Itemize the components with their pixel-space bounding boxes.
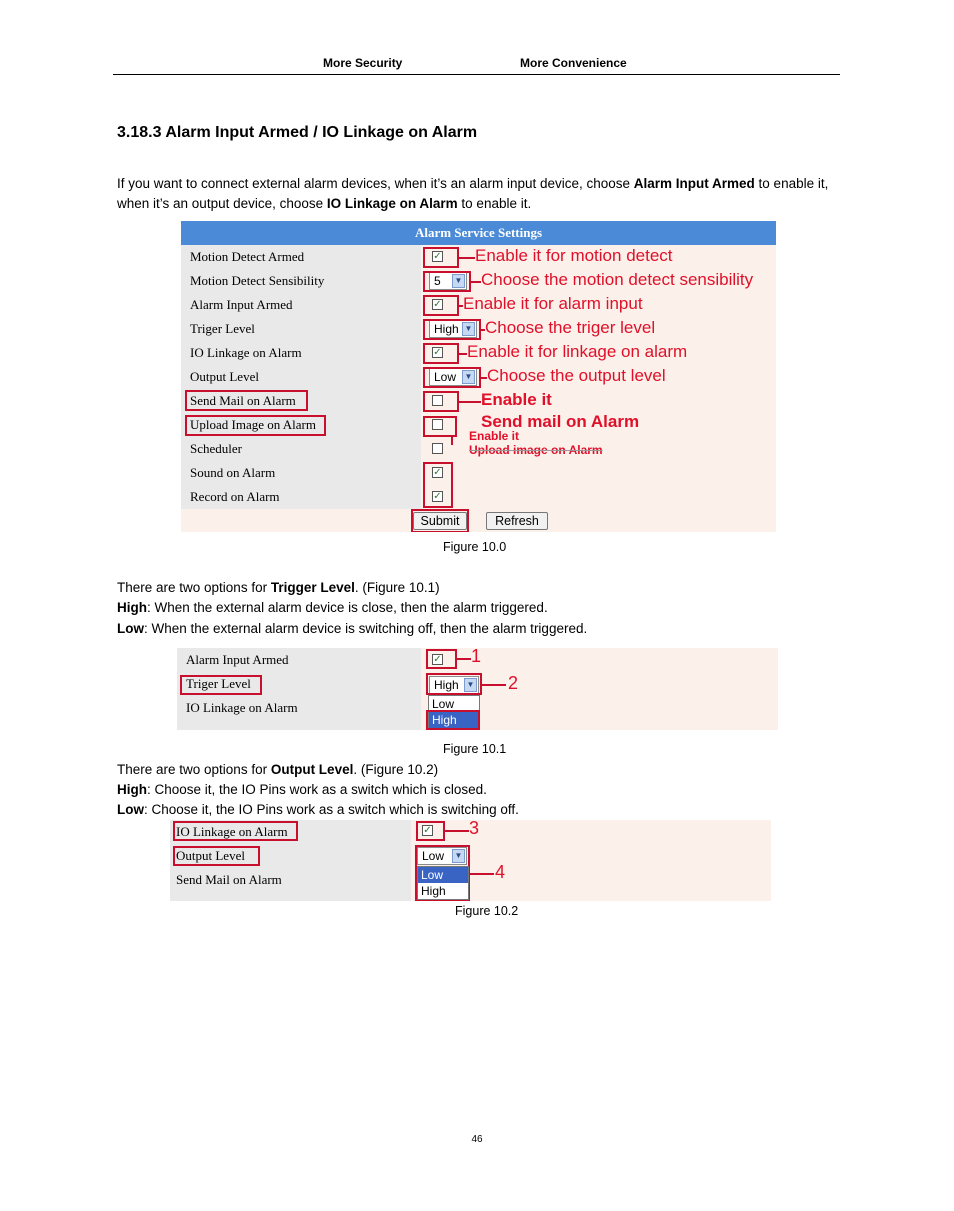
header-right: More Convenience [520, 56, 627, 70]
settings-row-label: IO Linkage on Alarm [181, 341, 421, 365]
triger-level-select[interactable]: High ▼ [429, 676, 479, 694]
option-high[interactable]: High [429, 712, 479, 728]
annotation: Enable it [469, 429, 520, 443]
settings-row-label: Send Mail on Alarm [181, 389, 421, 413]
annotation: Enable it for linkage on alarm [467, 342, 688, 361]
annotation: Choose the triger level [485, 318, 656, 337]
fig2-row-label: IO Linkage on Alarm [170, 820, 411, 844]
trigger-low: Low: When the external alarm device is switching off, then the alarm triggered. [117, 621, 588, 636]
option-high[interactable]: High [421, 884, 446, 898]
page-number: 46 [471, 1134, 483, 1145]
annotation: Upload image on Alarm [469, 443, 603, 457]
section-title: 3.18.3 Alarm Input Armed / IO Linkage on Alarm [117, 124, 478, 141]
output-level-select[interactable]: Low ▼ [417, 847, 467, 865]
intro-paragraph: If you want to connect external alarm devices, when it’s an alarm input device, choose Alarm Input Armed to enable it, when it’s an output device, choose IO Linkage on Alarm to enable it. [117, 176, 829, 211]
figure-caption: Figure 10.2 [455, 904, 519, 918]
settings-select[interactable]: 5 ▼ [429, 272, 467, 290]
settings-checkbox[interactable]: ✓ [433, 491, 442, 502]
fig2-row-label: Output Level [170, 844, 411, 868]
fig1-row-label: Alarm Input Armed [177, 648, 421, 672]
annotation: Send mail on Alarm [481, 412, 640, 431]
settings-row-label: Motion Detect Sensibility [181, 269, 421, 293]
annotation: Choose the output level [487, 366, 666, 385]
callout-number: 4 [495, 862, 506, 882]
fig1-row-label: IO Linkage on Alarm [177, 696, 421, 720]
settings-row-label: Scheduler [181, 437, 421, 461]
annotation: Enable it for motion detect [475, 246, 673, 265]
settings-checkbox[interactable] [432, 443, 443, 454]
callout-number: 3 [469, 820, 480, 838]
output-low: Low: Choose it, the IO Pins work as a switch which is switching off. [117, 802, 519, 817]
settings-checkbox[interactable]: ✓ [433, 299, 442, 310]
output-level-screenshot [170, 820, 771, 901]
trigger-intro: There are two options for Trigger Level. (Figure 10.1) [117, 580, 440, 595]
settings-row-label: Output Level [181, 365, 421, 389]
figure-caption: Figure 10.1 [443, 742, 507, 756]
settings-checkbox[interactable]: ✓ [433, 347, 442, 358]
checkbox[interactable]: ✓ [433, 654, 442, 665]
settings-row-label: Sound on Alarm [181, 461, 421, 485]
submit-button[interactable]: Submit [413, 512, 467, 530]
option-low[interactable]: Low [432, 697, 455, 711]
output-high: High: Choose it, the IO Pins work as a switch which is closed. [117, 782, 487, 797]
callout-number: 2 [508, 673, 519, 693]
settings-row-label: Upload Image on Alarm [181, 413, 421, 437]
output-level-options [417, 866, 469, 900]
page-header [113, 55, 840, 75]
figure-caption: Figure 10.0 [443, 540, 507, 554]
header-left: More Security [323, 56, 403, 70]
settings-select[interactable]: Low ▼ [429, 368, 477, 386]
trigger-level-screenshot [177, 648, 778, 730]
refresh-button[interactable]: Refresh [486, 512, 548, 530]
callout-number: 1 [471, 648, 482, 666]
annotation: Enable it [481, 390, 552, 409]
output-intro: There are two options for Output Level. (Figure 10.2) [117, 762, 439, 777]
settings-row-label: Motion Detect Armed [181, 245, 421, 269]
annotation: Choose the motion detect sensibility [481, 270, 754, 289]
settings-row-label: Alarm Input Armed [181, 293, 421, 317]
alarm-settings-screenshot [181, 221, 776, 532]
option-low[interactable]: Low [418, 867, 468, 883]
settings-row [181, 461, 776, 486]
fig2-row-label: Send Mail on Alarm [170, 868, 411, 892]
settings-row-label: Triger Level [181, 317, 421, 341]
trigger-high: High: When the external alarm device is close, then the alarm triggered. [117, 600, 548, 615]
fig1-row-label: Triger Level [177, 672, 421, 696]
settings-row [181, 485, 776, 510]
settings-row-label: Record on Alarm [181, 485, 421, 509]
alarm-settings-title: Alarm Service Settings [181, 221, 776, 245]
annotation: Enable it for alarm input [463, 294, 643, 313]
checkbox[interactable]: ✓ [423, 825, 432, 836]
settings-select[interactable]: High ▼ [429, 320, 477, 338]
settings-checkbox[interactable]: ✓ [433, 251, 442, 262]
settings-checkbox[interactable]: ✓ [433, 467, 442, 478]
